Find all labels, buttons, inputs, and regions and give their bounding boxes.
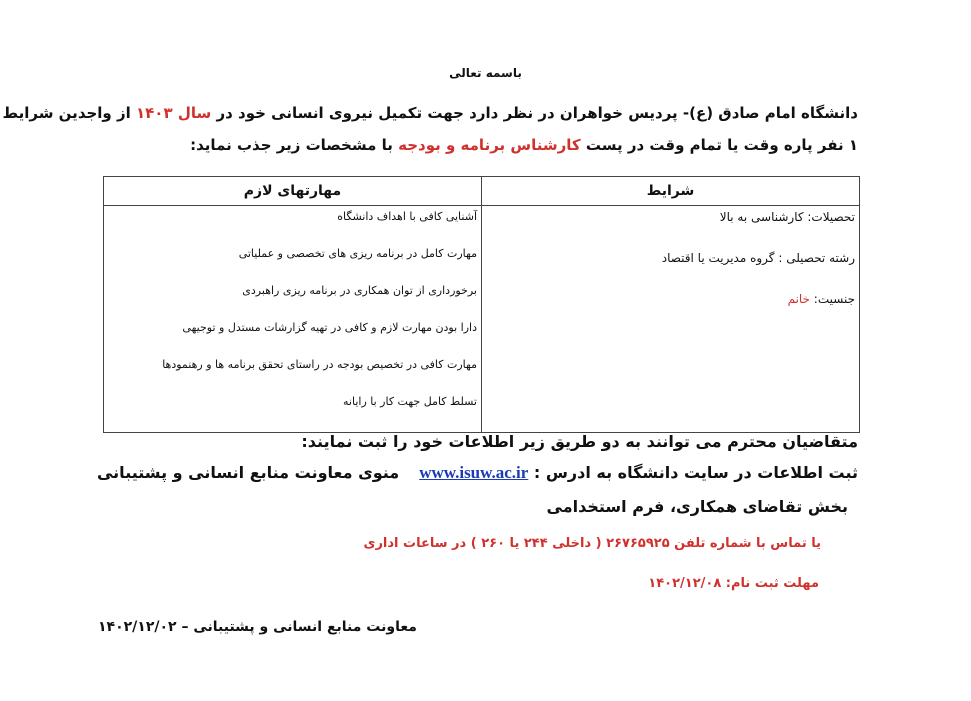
condition-value: کارشناسی به بالا bbox=[719, 210, 804, 224]
skill-item: برخورداری از توان همکاری در برنامه ریزی راهبردی bbox=[242, 284, 477, 297]
website-link[interactable]: www.isuw.ac.ir bbox=[419, 463, 529, 482]
signature-line: معاونت منابع انسانی و پشتیبانی – ۱۴۰۲/۱۲/۰۲ bbox=[98, 619, 417, 635]
instructions-menu: منوی معاونت منابع انسانی و پشتیبانی bbox=[96, 463, 400, 482]
skills-cell bbox=[104, 206, 482, 433]
instructions-section: بخش تقاضای همکاری، فرم استخدامی bbox=[546, 497, 848, 516]
skill-item: مهارت کامل در برنامه ریزی های تخصصی و عملیاتی bbox=[238, 247, 477, 260]
deadline-date: ۱۴۰۲/۱۲/۰۸ bbox=[648, 576, 722, 591]
skill-item: تسلط کامل جهت کار با رایانه bbox=[343, 395, 477, 408]
instructions-website-line bbox=[97, 463, 858, 483]
condition-gender bbox=[482, 292, 855, 306]
intro-line-2 bbox=[190, 136, 858, 154]
condition-field bbox=[482, 251, 855, 265]
condition-label: تحصیلات: bbox=[803, 210, 855, 224]
intro-line-2-start: ۱ نفر پاره وقت یا تمام وقت در پست bbox=[580, 136, 858, 154]
intro-line-1 bbox=[3, 104, 858, 122]
instructions-website-label: ثبت اطلاعات در سایت دانشگاه به ادرس : bbox=[528, 463, 858, 482]
registration-deadline bbox=[648, 576, 819, 591]
skills-header: مهارتهای لازم bbox=[104, 177, 482, 206]
deadline-label: مهلت ثبت نام: bbox=[721, 576, 819, 591]
conditions-cell bbox=[482, 206, 860, 433]
skill-item: مهارت کافی در تخصیص بودجه در راستای تحقق برنامه ها و رهنمودها bbox=[162, 358, 477, 371]
year-highlight: سال ۱۴۰۳ bbox=[135, 104, 212, 122]
skill-item: دارا بودن مهارت لازم و کافی در تهیه گزارشات مستدل و توجیهی bbox=[182, 321, 477, 334]
intro-line-2-end: با مشخصات زیر جذب نماید: bbox=[190, 136, 399, 154]
skill-item: آشنایی کافی با اهداف دانشگاه bbox=[337, 210, 477, 223]
condition-label: رشته تحصیلی : bbox=[774, 251, 855, 265]
table-row bbox=[104, 206, 860, 433]
condition-label: جنسیت: bbox=[809, 292, 855, 306]
instructions-intro: متقاضیان محترم می توانند به دو طریق زیر اطلاعات خود را ثبت نمایند: bbox=[301, 432, 858, 451]
condition-value: خانم bbox=[787, 292, 810, 306]
requirements-table bbox=[103, 176, 860, 433]
intro-line-1-start: دانشگاه امام صادق (ع)- پردیس خواهران در نظر دارد جهت تکمیل نیروی انسانی خود در bbox=[211, 104, 858, 122]
intro-line-1-end: از واجدین شرایط bbox=[2, 104, 136, 122]
table-header-row bbox=[104, 177, 860, 206]
phone-contact: یا تماس با شماره تلفن ۲۶۷۶۵۹۲۵ ( داخلی ۲۴۴ یا ۲۶۰ ) در ساعات اداری bbox=[363, 536, 821, 551]
position-highlight: کارشناس برنامه و بودجه bbox=[398, 136, 581, 154]
document-invocation: باسمه تعالی bbox=[449, 66, 522, 80]
condition-education bbox=[482, 210, 855, 224]
conditions-header: شرایط bbox=[482, 177, 860, 206]
condition-value: گروه مدیریت یا اقتصاد bbox=[661, 251, 775, 265]
